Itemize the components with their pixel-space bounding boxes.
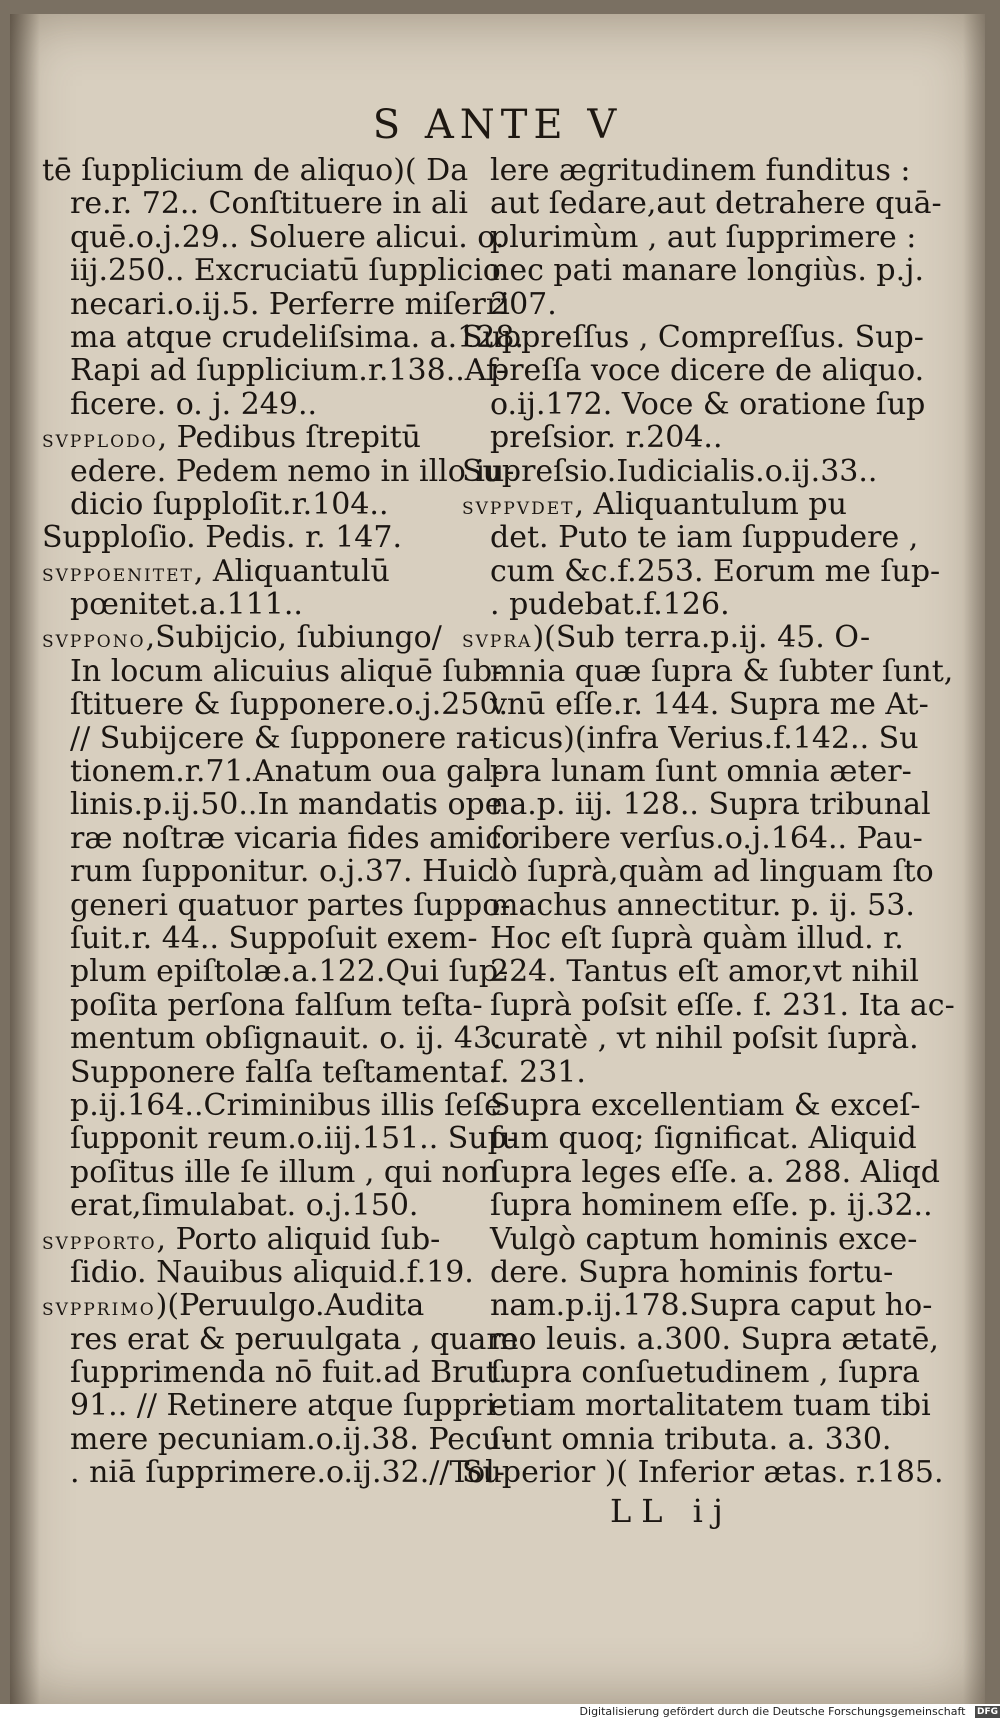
text-line: det. Puto te iam ſuppudere , [490,520,919,556]
text-line: ſuit.r. 44.. Suppoſuit exem- [70,920,478,956]
text-line: preſsior. r.204.. [490,420,723,456]
text-line: pœnitet.a.111.. [70,587,303,623]
text-line: tē ſupplicium de aliquo)( Da [42,153,469,188]
text-line: Supponere falſa teſtamenta. [70,1054,499,1090]
text-line: poſita perſona falſum teſta- [70,987,483,1023]
text-line: 91.. // Retinere atque ſuppri- [70,1388,506,1424]
dfg-logo: DFG [976,1707,998,1717]
entry-text: , Aliquantulum pu [574,486,847,522]
text-line: plum epiſtolæ.a.122.Qui ſup- [70,954,509,990]
text-line: ſupra conſuetudinem , ſupra [490,1355,920,1391]
text-line: ſidio. Nauibus aliquid.f.19. [70,1254,474,1290]
text-line: ſupprimenda nō fuit.ad Brut. [70,1355,508,1391]
text-line: re.r. 72.. Conſtituere in ali [70,186,468,222]
text-line [42,555,450,588]
text-line: Rapi ad ſupplicium.r.138..Af- [70,353,507,389]
text-line: lò ſuprà,quàm ad linguam ſto [490,854,934,890]
text-line: p.ij.164..Criminibus illis ſeſe [70,1087,502,1123]
text-line: curatè , vt nihil poſsit ſuprà. [490,1021,919,1057]
text-line: dicio ſupploſit.r.104.. [70,486,389,522]
text-line: mere pecuniam.o.ij.38. Pecu- [70,1421,512,1457]
text-line: 224. Tantus eſt amor,vt nihil [490,954,919,990]
book-page [10,14,985,1704]
page-edge-shadow [963,14,985,1704]
text-line: machus annectitur. p. ij. 53. [490,887,915,923]
entry-headword: svpprimo [42,1293,156,1322]
text-line: pra lunam ſunt omnia æter- [490,754,912,790]
text-line: cum &c.f.253. Eorum me ſup- [490,553,941,589]
text-line: nam.p.ij.178.Supra caput ho- [490,1288,933,1324]
text-line [42,1289,450,1322]
text-line: na.p. iij. 128.. Supra tribunal [490,787,931,823]
right-column [462,153,955,1491]
text-line: iij.250.. Excruciatū ſupplicio [70,253,501,289]
text-line: o.ij.172. Voce & oratione ſup [490,386,926,422]
text-line [42,621,450,654]
text-line: aut ſedare,aut detrahere quā- [490,186,942,222]
running-head: S ANTE V [372,102,623,148]
text-line: mentum obſignauit. o. ij. 43. [70,1021,502,1057]
text-line: necari.o.ij.5. Perferre miſerri [70,286,510,322]
text-line: ſunt omnia tributa. a. 330. [490,1421,892,1457]
text-line: tionem.r.71.Anatum oua gal- [70,754,503,790]
entry-headword: svppoenitet [42,558,194,587]
entry-text: , Porto aliquid ſub- [156,1221,441,1257]
text-line: . pudebat.f.126. [490,587,730,623]
text-line: erat,ſimulabat. o.j.150. [70,1188,419,1224]
text-line: etiam mortalitatem tuam tibi [490,1388,931,1424]
text-line: Superior )( Inferior ætas. r.185. [462,1455,944,1491]
text-line: Supploſio. Pedis. r. 147. [42,520,403,556]
text-line: Suppreſſus , Compreſſus. Sup- [462,319,924,355]
text-line: ticus)(infra Verius.f.142.. Su [490,720,919,756]
text-line: ficere. o. j. 249.. [70,386,318,422]
text-line [462,620,871,656]
text-line: linis.p.ij.50..In mandatis ope [70,787,503,823]
entry-headword: svppono [42,625,146,654]
entry-headword: svpporto [42,1226,157,1255]
text-line: nec pati manare longiùs. p.j. [490,253,925,289]
entry-text: , Pedibus ſtrepitū [157,420,421,456]
text-line: Supra excellentiam & exceſ- [490,1087,921,1123]
text-line: ſupra leges eſſe. a. 288. Aliqd [490,1154,940,1190]
text-line: mnia quæ ſupra & ſubter ſunt, [490,653,954,689]
text-line: quē.o.j.29.. Soluere alicui. o. [70,219,505,255]
text-line: rum ſupponitur. o.j.37. Huic [70,854,494,890]
footer-text: Digitalisierung gefördert durch die Deutsche Forschungsgemeinschaft [579,1705,966,1718]
text-line: ſum quoq; ſignificat. Aliquid [490,1121,917,1157]
text-line: . niā ſupprimere.o.ij.32.//Tol- [70,1455,505,1491]
text-line: res erat & peruulgata , quare [70,1321,519,1357]
text-line: edere. Pedem nemo in illo iu- [70,453,515,489]
text-line: Vulgò captum hominis exce- [490,1221,918,1257]
text-line: ſuprà poſsit eſſe. f. 231. Ita ac- [490,987,955,1023]
text-line: ſcribere verſus.o.j.164.. Pau- [490,820,923,856]
entry-headword: svpra [462,625,533,654]
entry-text: )(Sub terra.p.ij. 45. O- [532,620,871,656]
text-line: ma atque crudeliſsima. a.128. [70,319,524,355]
entry-text: , Aliquantulū [193,553,390,589]
entry-text: ,Subijcio, ſubiungo/ [145,620,442,656]
text-line: generi quatuor partes ſuppo- [70,887,511,923]
text-line: plurimùm , aut ſupprimere : [490,219,917,255]
text-line: preſſa voce dicere de aliquo. [490,353,925,389]
text-line [42,1223,450,1256]
text-line: Supreſsio.Iudicialis.o.ij.33.. [462,453,878,489]
footer-credit [0,1704,1000,1720]
text-line: lere ægritudinem funditus : [490,153,911,188]
text-line: 207. [490,286,557,322]
text-line: vnū eſſe.r. 144. Supra me At- [490,687,929,723]
text-line: In locum alicuius aliquē ſub- [70,653,503,689]
entry-headword: svpplodo [42,425,158,454]
text-line: dere. Supra hominis fortu- [490,1254,894,1290]
text-line: ſupponit reum.o.iij.151.. Sup- [70,1121,517,1157]
entry-headword: svppvdet [462,491,575,520]
text-line: mo leuis. a.300. Supra ætatē, [490,1321,939,1357]
text-line [462,488,862,521]
signature-mark: LL ij [610,1492,733,1530]
text-line [42,421,450,454]
text-line: Hoc eſt ſuprà quàm illud. r. [490,920,904,956]
entry-text: )(Peruulgo.Audita [155,1288,425,1324]
text-line: ræ noſtræ vicaria fides amico [70,820,520,856]
page-gutter-shadow [10,14,40,1704]
text-line: ſtituere & ſupponere.o.j.250. [70,687,509,723]
text-line: // Subijcere & ſupponere ra- [70,720,499,756]
text-line: poſitus ille ſe illum , qui non [70,1154,499,1190]
text-line: ſupra hominem eſſe. p. ij.32.. [490,1188,933,1224]
text-line: f. 231. [490,1054,586,1090]
